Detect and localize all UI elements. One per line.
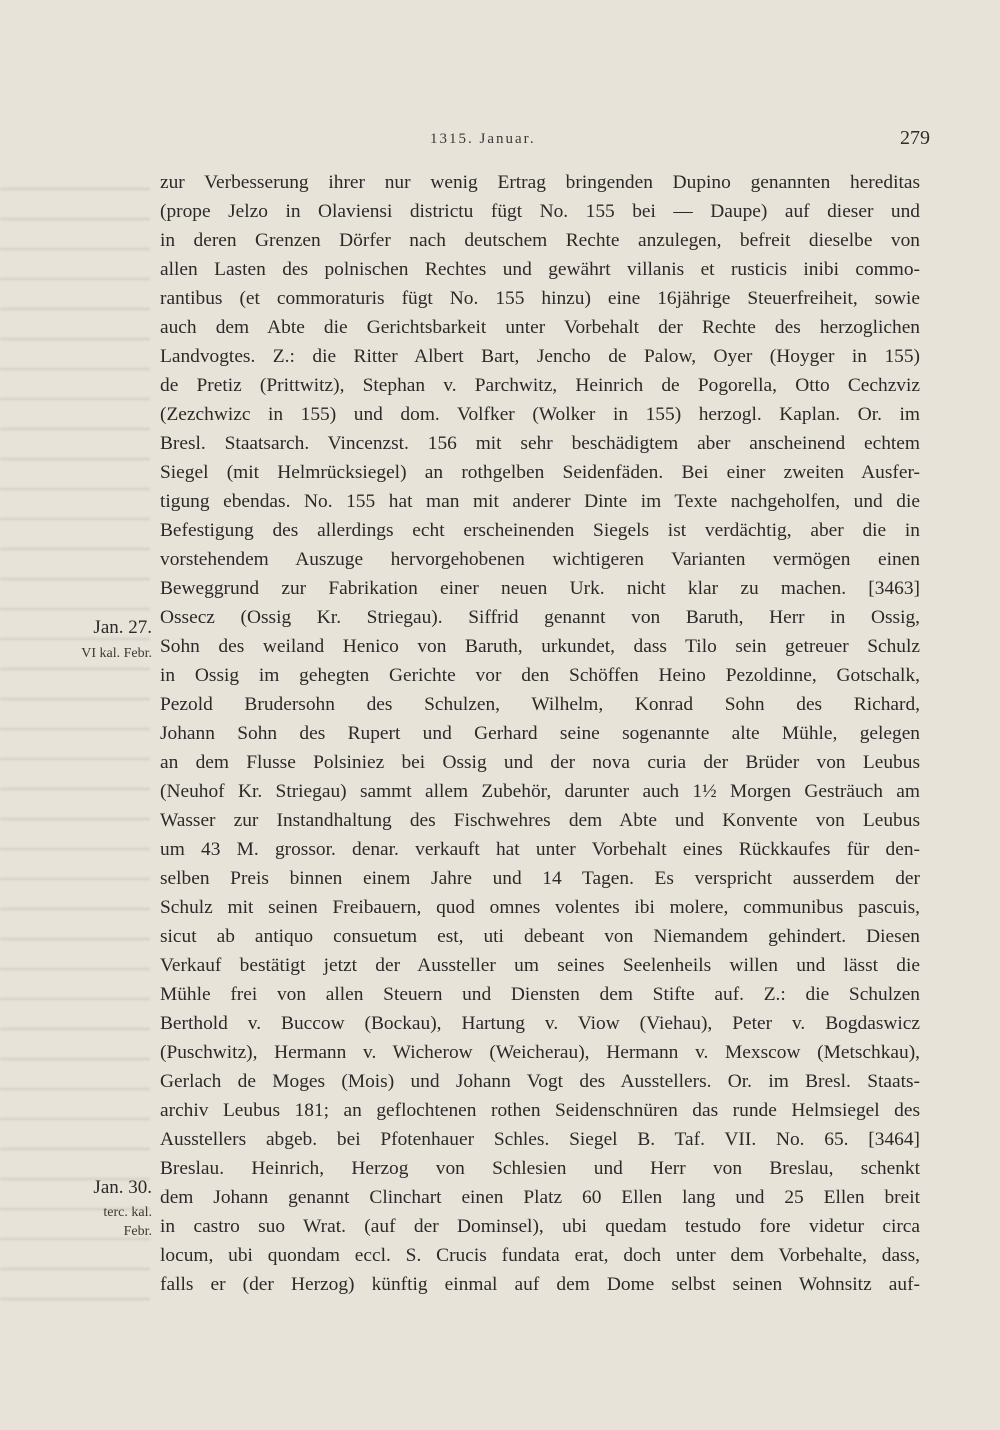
margin-date-roman-jan-27: VI kal. Febr. — [81, 646, 152, 661]
text-line: sicut ab antiquo consuetum est, uti debeant von Niemandem gehindert. Diesen — [160, 926, 920, 947]
margin-date-roman-jan-30-cont: Febr. — [123, 1224, 152, 1239]
text-line: in Ossig im gehegten Gerichte vor den Schöffen Heino Pezoldinne, Gotschalk, — [160, 665, 920, 686]
margin-notes — [0, 0, 160, 1430]
text-line: selben Preis binnen einem Jahre und 14 Tagen. Es verspricht ausserdem der — [160, 868, 920, 889]
text-line: Verkauf bestätigt jetzt der Aussteller um seines Seelenheils willen und lässt die — [160, 955, 920, 976]
text-line: Beweggrund zur Fabrikation einer neuen Urk. nicht klar zu machen. [3463] — [160, 578, 920, 599]
text-line: Mühle frei von allen Steuern und Diensten dem Stifte auf. Z.: die Schulzen — [160, 984, 920, 1005]
text-line: Johann Sohn des Rupert und Gerhard seine sogenannte alte Mühle, gelegen — [160, 723, 920, 744]
text-line: de Pretiz (Prittwitz), Stephan v. Parchwitz, Heinrich de Pogorella, Otto Cechzviz — [160, 375, 920, 396]
text-line: rantibus (et commoraturis fügt No. 155 hinzu) eine 16jährige Steuerfreiheit, sowie — [160, 288, 920, 309]
margin-date-roman-jan-30: terc. kal. — [103, 1205, 152, 1220]
text-line: tigung ebendas. No. 155 hat man mit anderer Dinte im Texte nachgeholfen, und die — [160, 491, 920, 512]
text-line: Ossecz (Ossig Kr. Striegau). Siffrid genannt von Baruth, Herr in Ossig, — [160, 607, 920, 628]
text-line: Ausstellers abgeb. bei Pfotenhauer Schles. Siegel B. Taf. VII. No. 65. [3464] — [160, 1129, 920, 1150]
text-line: an dem Flusse Polsiniez bei Ossig und der nova curia der Brüder von Leubus — [160, 752, 920, 773]
text-line: falls er (der Herzog) künftig einmal auf dem Dome selbst seinen Wohnsitz auf- — [160, 1274, 920, 1295]
text-line: auch dem Abte die Gerichtsbarkeit unter Vorbehalt der Rechte des herzoglichen — [160, 317, 920, 338]
text-line: Schulz mit seinen Freibauern, quod omnes volentes ibi molere, communibus pascuis, — [160, 897, 920, 918]
text-line: Befestigung des allerdings echt erscheinenden Siegels ist verdächtig, aber die in — [160, 520, 920, 541]
text-line: Berthold v. Buccow (Bockau), Hartung v. Viow (Viehau), Peter v. Bogdaswicz — [160, 1013, 920, 1034]
text-line: Pezold Brudersohn des Schulzen, Wilhelm, Konrad Sohn des Richard, — [160, 694, 920, 715]
page-number: 279 — [900, 127, 930, 149]
body-text — [160, 168, 920, 1299]
text-line: Wasser zur Instandhaltung des Fischwehres dem Abte und Konvente von Leubus — [160, 810, 920, 831]
text-line: Sohn des weiland Henico von Baruth, urkundet, dass Tilo sein getreuer Schulz — [160, 636, 920, 657]
text-line: (Zezchwizc in 155) und dom. Volfker (Wolker in 155) herzogl. Kaplan. Or. im — [160, 404, 920, 425]
text-line: archiv Leubus 181; an geflochtenen rothen Seidenschnüren das runde Helmsiegel des — [160, 1100, 920, 1121]
text-line: Gerlach de Moges (Mois) und Johann Vogt des Ausstellers. Or. im Bresl. Staats- — [160, 1071, 920, 1092]
text-line: zur Verbesserung ihrer nur wenig Ertrag bringenden Dupino genannten hereditas — [160, 172, 920, 193]
margin-date-jan-27: Jan. 27. — [93, 617, 152, 638]
text-line: Breslau. Heinrich, Herzog von Schlesien und Herr von Breslau, schenkt — [160, 1158, 920, 1179]
text-line: (prope Jelzo in Olaviensi districtu fügt No. 155 bei — Daupe) auf dieser und — [160, 201, 920, 222]
text-line: locum, ubi quondam eccl. S. Crucis fundata erat, doch unter dem Vorbehalte, dass, — [160, 1245, 920, 1266]
text-line: in castro suo Wrat. (auf der Dominsel), ubi quedam testudo fore videtur circa — [160, 1216, 920, 1237]
text-line: Landvogtes. Z.: die Ritter Albert Bart, Jencho de Palow, Oyer (Hoyger in 155) — [160, 346, 920, 367]
text-line: (Puschwitz), Hermann v. Wicherow (Weicherau), Hermann v. Mexscow (Metschkau), — [160, 1042, 920, 1063]
text-line: in deren Grenzen Dörfer nach deutschem Rechte anzulegen, befreit dieselbe von — [160, 230, 920, 251]
running-title: 1315. Januar. — [430, 131, 536, 147]
text-line: vorstehendem Auszuge hervorgehobenen wichtigeren Varianten vermögen einen — [160, 549, 920, 570]
text-line: Bresl. Staatsarch. Vincenzst. 156 mit sehr beschädigtem aber anscheinend echtem — [160, 433, 920, 454]
text-line: Siegel (mit Helmrücksiegel) an rothgelben Seidenfäden. Bei einer zweiten Ausfer- — [160, 462, 920, 483]
text-line: dem Johann genannt Clinchart einen Platz 60 Ellen lang und 25 Ellen breit — [160, 1187, 920, 1208]
text-line: (Neuhof Kr. Striegau) sammt allem Zubehör, darunter auch 1½ Morgen Gesträuch am — [160, 781, 920, 802]
text-line: um 43 M. grossor. denar. verkauft hat unter Vorbehalt eines Rückkaufes für den- — [160, 839, 920, 860]
text-line: allen Lasten des polnischen Rechtes und gewährt villanis et rusticis inibi commo- — [160, 259, 920, 280]
margin-date-jan-30: Jan. 30. — [93, 1177, 152, 1198]
